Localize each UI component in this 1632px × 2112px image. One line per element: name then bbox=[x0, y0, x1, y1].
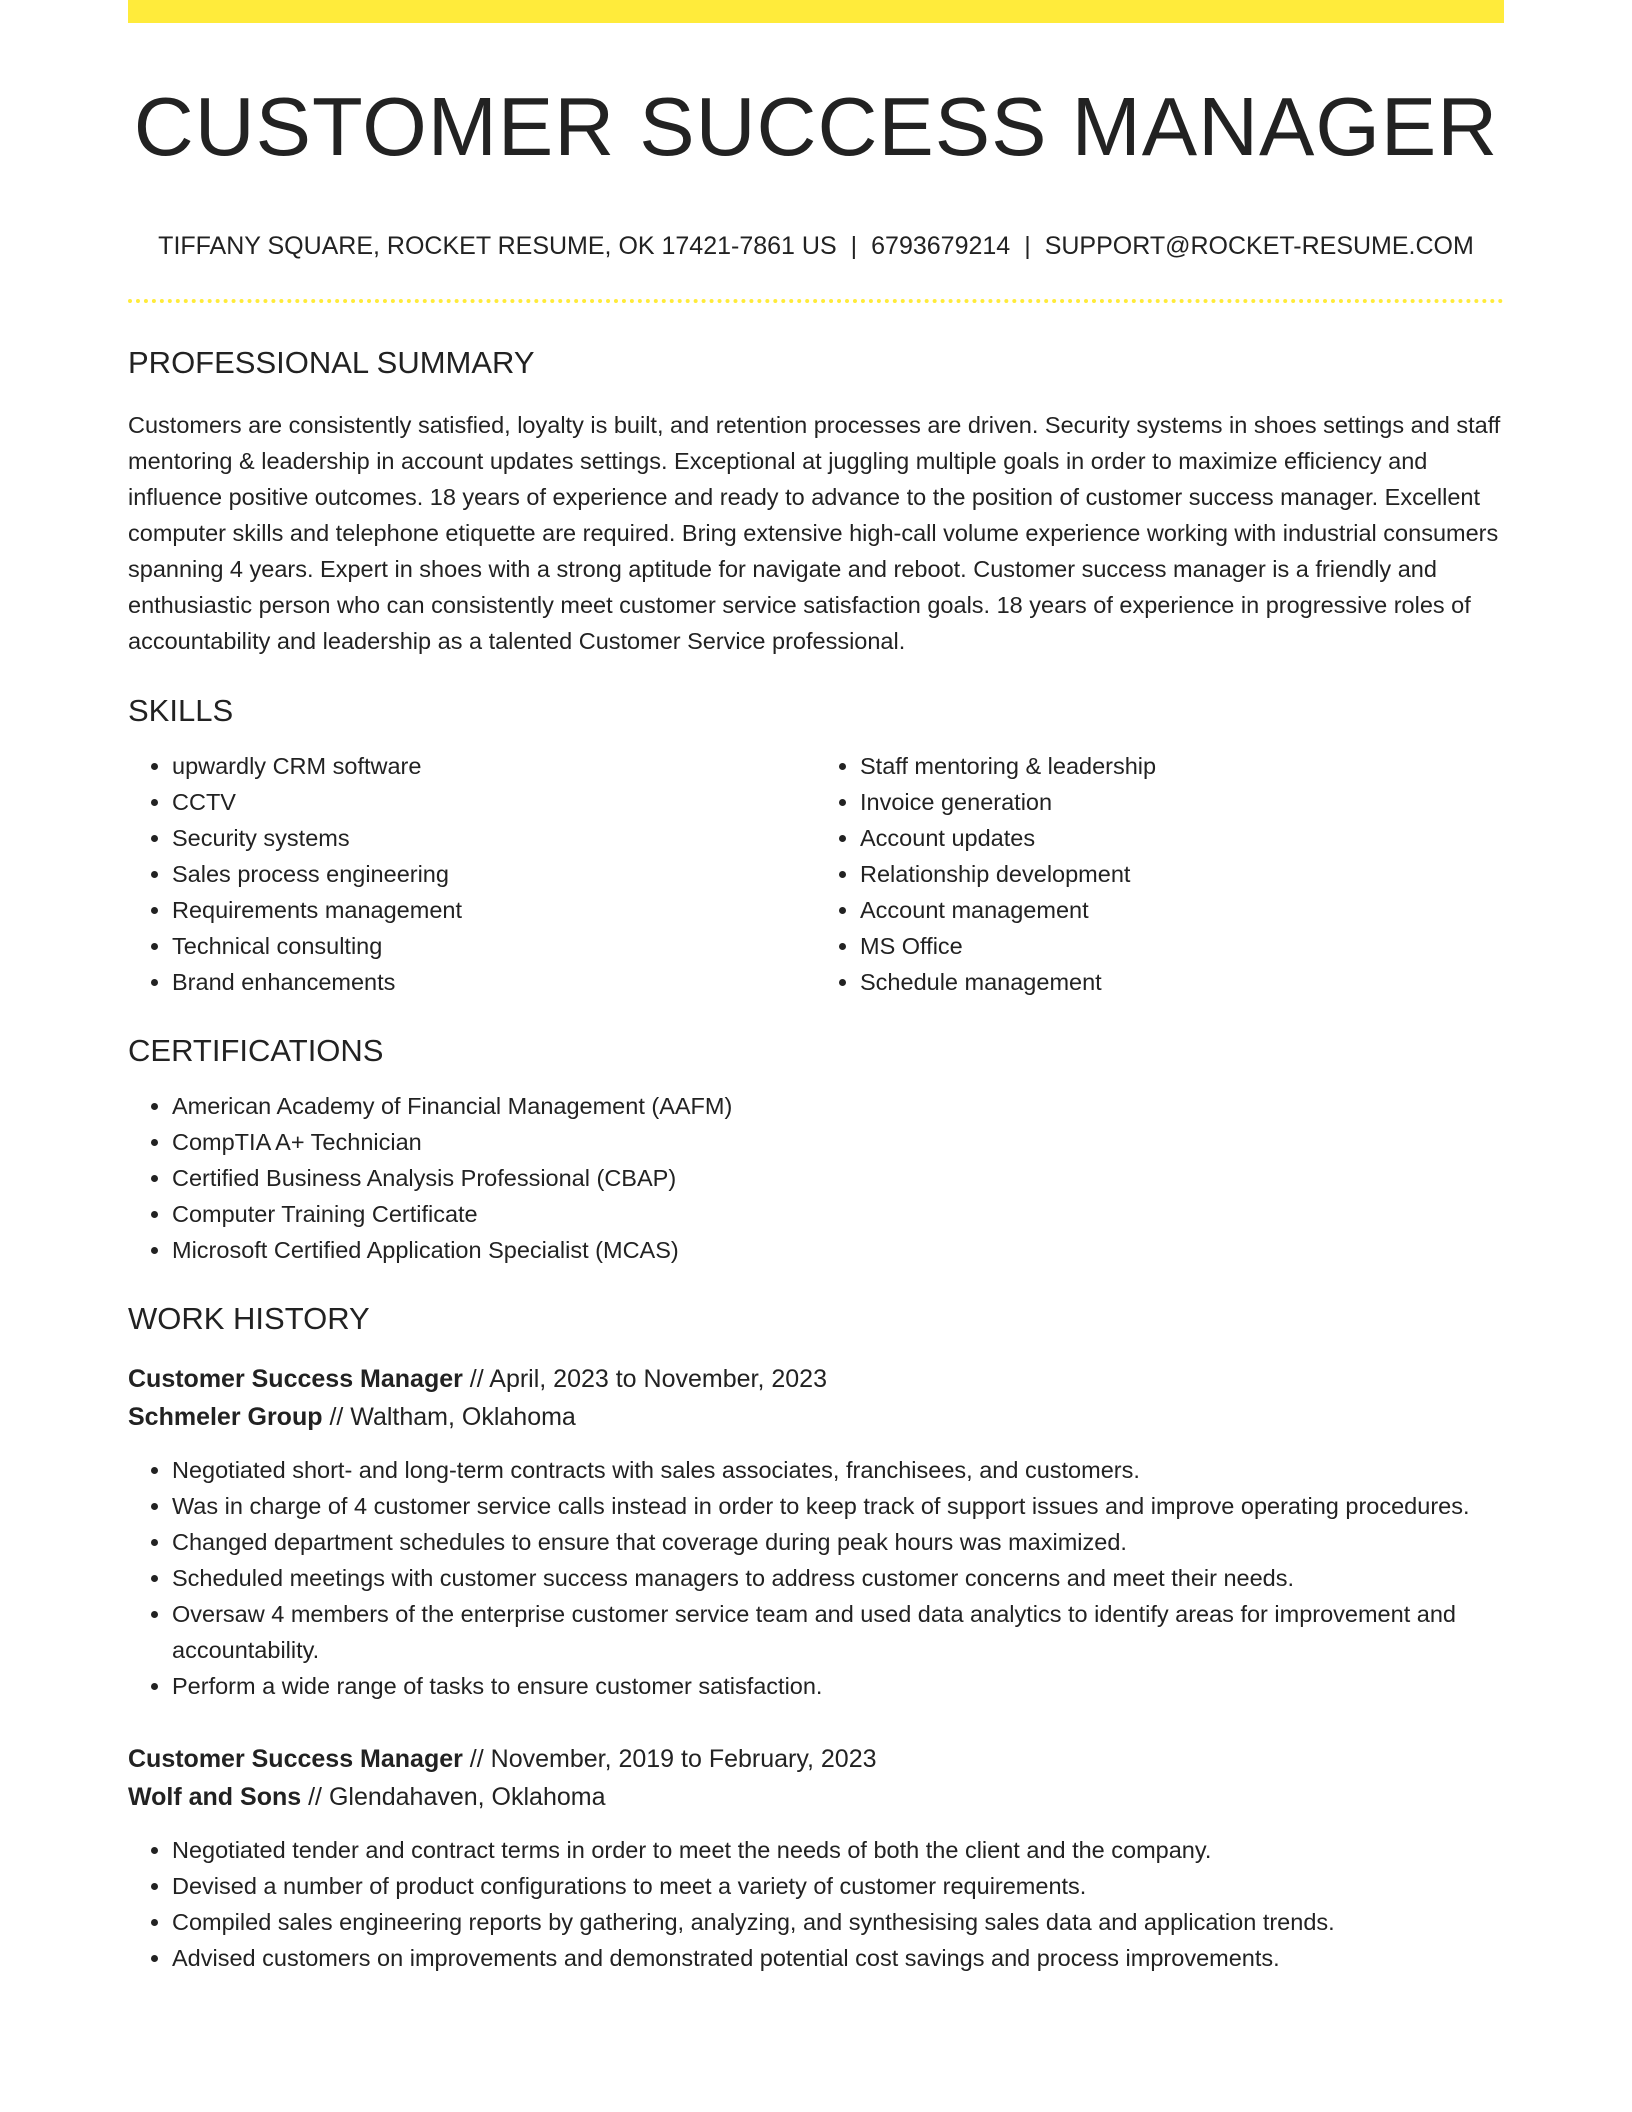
summary-text: Customers are consistently satisfied, loyalty is built, and retention processes are driven. Security systems in shoes settings and staff mentoring & leadership in account updates settings. Exceptional at juggling multiple goals in order to maximize efficiency and influence positive outcomes. 18 years of experience and ready to advance to the position of customer success manager. Excellent computer skills and telephone etiquette are required. Bring extensive high-call volume experience working with industrial consumers spanning 4 years. Expert in shoes with a strong aptitude for navigate and reboot. Customer success manager is a friendly and enthusiastic person who can consistently meet customer service satisfaction goals. 18 years of experience in progressive roles of accountability and leadership as a talented Customer Service professional. bbox=[128, 412, 1501, 654]
certification-item: • Certified Business Analysis Professional (CBAP) bbox=[172, 1160, 1504, 1196]
contact-separator: | bbox=[850, 232, 858, 260]
job-company: Wolf and Sons bbox=[128, 1783, 302, 1811]
section-heading-summary: PROFESSIONAL SUMMARY bbox=[128, 345, 535, 380]
skill-item: • Account updates bbox=[860, 820, 1504, 856]
job-bullets bbox=[128, 1452, 1504, 1704]
skill-item: • Staff mentoring & leadership bbox=[860, 748, 1504, 784]
job-bullet: • Compiled sales engineering reports by gathering, analyzing, and synthesising sales data and application trends. bbox=[172, 1904, 1504, 1940]
top-accent-bar bbox=[128, 0, 1504, 23]
email-link[interactable]: SUPPORT@ROCKET-RESUME.COM bbox=[1044, 232, 1474, 260]
section-heading-work-history: WORK HISTORY bbox=[128, 1301, 370, 1336]
job-bullet: • Perform a wide range of tasks to ensure customer satisfaction. bbox=[172, 1668, 1504, 1704]
job-title-line bbox=[128, 1360, 1504, 1398]
job-bullet: • Changed department schedules to ensure that coverage during peak hours was maximized. bbox=[172, 1524, 1504, 1560]
skill-item: • Sales process engineering bbox=[172, 856, 816, 892]
job-bullet: • Negotiated tender and contract terms in order to meet the needs of both the client and the company. bbox=[172, 1832, 1504, 1868]
certification-item: • Microsoft Certified Application Specialist (MCAS) bbox=[172, 1232, 1504, 1268]
job-company: Schmeler Group bbox=[128, 1403, 323, 1431]
job-company-line bbox=[128, 1778, 1504, 1816]
dotted-divider bbox=[128, 299, 1504, 303]
job-bullet: • Devised a number of product configurations to meet a variety of customer requirements. bbox=[172, 1868, 1504, 1904]
certifications-list bbox=[128, 1088, 1504, 1268]
skill-item: • Invoice generation bbox=[860, 784, 1504, 820]
skill-item: • CCTV bbox=[172, 784, 816, 820]
skill-item: • Account management bbox=[860, 892, 1504, 928]
job-location: // Waltham, Oklahoma bbox=[322, 1403, 576, 1431]
job-title: Customer Success Manager bbox=[128, 1745, 463, 1773]
job-company-line bbox=[128, 1398, 1504, 1436]
address: TIFFANY SQUARE, ROCKET RESUME, OK 17421-7861 US bbox=[158, 232, 837, 260]
certification-item: • Computer Training Certificate bbox=[172, 1196, 1504, 1232]
resume-title: CUSTOMER SUCCESS MANAGER bbox=[133, 80, 1499, 173]
skills-list-right bbox=[816, 748, 1504, 1000]
skill-item: • Brand enhancements bbox=[172, 964, 816, 1000]
skills-list-left bbox=[128, 748, 816, 1000]
contact-separator: | bbox=[1024, 232, 1031, 260]
job-title: Customer Success Manager bbox=[128, 1365, 463, 1393]
job-bullet: • Was in charge of 4 customer service calls instead in order to keep track of support issues and improve operating procedures. bbox=[172, 1488, 1504, 1524]
job-dates: // November, 2019 to February, 2023 bbox=[462, 1745, 877, 1773]
job-bullet: • Advised customers on improvements and demonstrated potential cost savings and process improvements. bbox=[172, 1940, 1504, 1976]
job-bullet: • Oversaw 4 members of the enterprise customer service team and used data analytics to identify areas for improvement and accountability. bbox=[172, 1596, 1504, 1668]
job-entry bbox=[128, 1360, 1504, 1704]
job-bullets bbox=[128, 1832, 1504, 1976]
job-entry bbox=[128, 1740, 1504, 1976]
phone: 6793679214 bbox=[871, 232, 1011, 260]
skill-item: • Schedule management bbox=[860, 964, 1504, 1000]
skill-item: • Security systems bbox=[172, 820, 816, 856]
resume-page bbox=[128, 0, 1504, 1976]
skill-item: • Requirements management bbox=[172, 892, 816, 928]
skills-columns bbox=[128, 748, 1504, 1000]
skill-item: • Technical consulting bbox=[172, 928, 816, 964]
section-heading-skills: SKILLS bbox=[128, 693, 234, 728]
skill-item: • MS Office bbox=[860, 928, 1504, 964]
skill-item: • Relationship development bbox=[860, 856, 1504, 892]
contact-line bbox=[128, 234, 1504, 259]
certification-item: • CompTIA A+ Technician bbox=[172, 1124, 1504, 1160]
certification-item: • American Academy of Financial Management (AAFM) bbox=[172, 1088, 1504, 1124]
section-heading-certifications: CERTIFICATIONS bbox=[128, 1033, 384, 1068]
skill-item: • upwardly CRM software bbox=[172, 748, 816, 784]
job-location: // Glendahaven, Oklahoma bbox=[301, 1783, 606, 1811]
job-dates: // April, 2023 to November, 2023 bbox=[462, 1365, 827, 1393]
job-bullet: • Negotiated short- and long-term contracts with sales associates, franchisees, and customers. bbox=[172, 1452, 1504, 1488]
job-bullet: • Scheduled meetings with customer success managers to address customer concerns and meet their needs. bbox=[172, 1560, 1504, 1596]
job-title-line bbox=[128, 1740, 1504, 1778]
